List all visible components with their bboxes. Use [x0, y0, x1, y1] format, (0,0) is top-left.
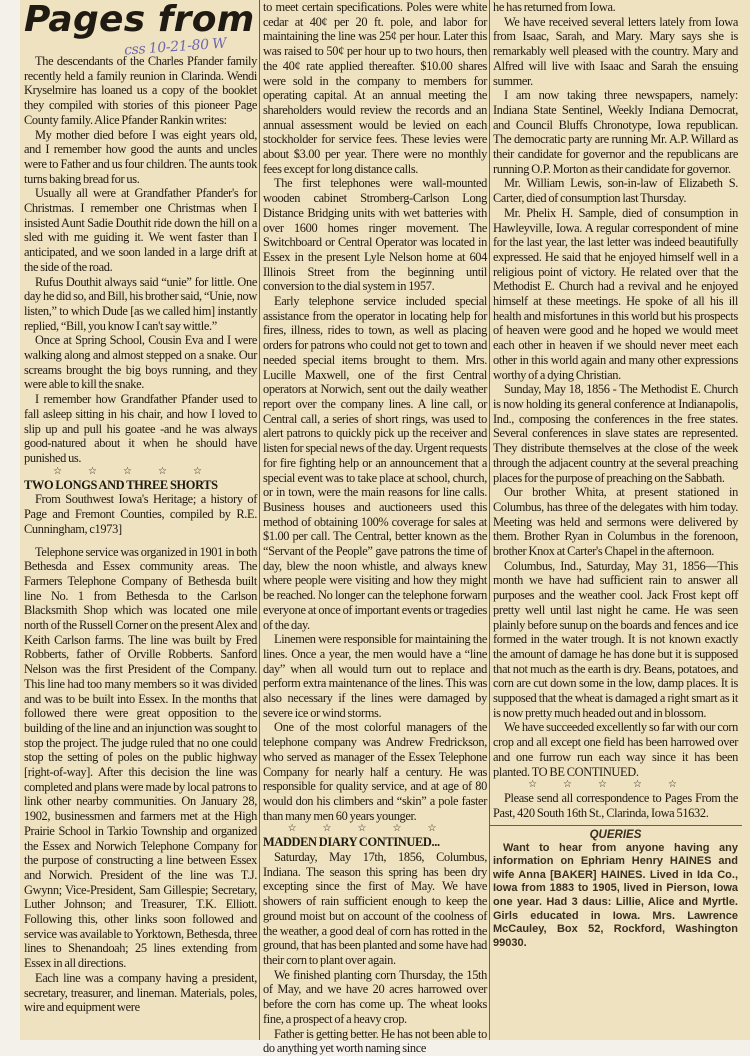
star-separator: ☆☆☆☆☆ [287, 823, 463, 835]
queries-box [493, 828, 738, 951]
article-paragraph: Once at Spring School, Cousin Eva and I were walking along and almost stepped on a snake. Our screams brought the big boys running, and they were able to kill the snake. [24, 333, 257, 392]
article-paragraph: Each line was a company having a president, secretary, treasurer, and lineman. Materials, poles, wire and equipment were [24, 970, 257, 1015]
article-paragraph: Columbus, Ind., Saturday, May 31, 1856—This month we have had sufficient rain to answer all purposes and the weather cool. Jack Frost kept off pretty well until last night he came. He was seen plainly before sunup on the boards and fences and ice formed in the water trough. It is not known exactly the amount of damage he has done but it is supposed that not much as the earth is dry. Beans, potatoes, and corn are cut down some in the low, damp places. It is supposed that the wheat is damaged a right smart as it is now pretty much headed out and in blossom. [493, 558, 738, 720]
article-paragraph: Rufus Douthit always said “unie” for little. One day he did so, and Bill, his brother said, “Unie, now listen,” to which Dude [as we called him] instantly replied, “Bill, you know I can't say wittle.” [24, 274, 257, 333]
article-paragraph: From Southwest Iowa's Heritage; a history of Page and Fremont Counties, compiled by R.E. Cunningham, c1973] [24, 492, 257, 536]
column-divider [489, 0, 490, 1040]
article-paragraph: Our brother Whita, at present stationed in Columbus, has three of the delegates with him today. Meeting was held and sermons were delivered by them. Brother Ryan in Columbus in the forenoon, brother Knox at Carter's Chapel in the afternoon. [493, 485, 738, 559]
section-heading: MADDEN DIARY CONTINUED... [263, 835, 440, 850]
handwritten-note: css 10-21-80 W [123, 35, 227, 59]
star-separator: ☆☆☆☆☆ [528, 779, 703, 791]
article-paragraph: to meet certain specifications. Poles were white cedar at 40¢ per 20 ft. pole, and labor for maintaining the line was 25¢ per hour. Later this was raised to 50¢ per hour up to two hours, then the 40¢ rate applied thereafter. $10.00 shares were sold in the company to members for operating capital. At an annual meeting the shareholders would review the records and an annual assessment would be levied on each stockholder for service fees. These levies were about $3.00 per year. There were no monthly fees except for long distance calls. [263, 0, 487, 176]
article-paragraph: The first telephones were wall-mounted wooden cabinet Stromberg-Carlson Long Distance Bridging units with wet batteries with over 1600 homes ringer movement. The Switchboard or Central Operator was located in Essex in the present Lyle Nelson home at 604 Illinois Street from the beginning until conversion to the dial system in 1957. [263, 176, 487, 294]
article-paragraph: Early telephone service included special assistance from the operator in locating help for fires, illness, rides to town, as well as placing orders for patrons who could not get to town and needed special items brought to them. Mrs. Lucille Maxwell, one of the first Central operators at Norwich, sent out the daily weather report over the company lines. A line call, or Central call, a series of short rings, was used to alert patrons to quickly pick up the receiver and listen for special news of the day. Urgent requests for fire fighting help or an announcement that a special event was to take place at school, church, or in town, were the main reasons for line calls. Business houses and auctioneers used this method of obtaining 100% coverage for sales at $1.00 per call. The Central, better known as the “Servant of the People” gave patrons the time of day, blew the noon whistle, and always knew where people were visiting and how they might be reached. No longer can the telephone forwarn everyone at once of important events or tragedies of the day. [263, 294, 487, 632]
article-paragraph: We have received several letters lately from Iowa from Isaac, Sarah, and Mary. Mary says she is remarkably well pleased with the country. Mary and Alfred will live with Isaac and Sarah the ensuing summer. [493, 14, 738, 88]
queries-text: Want to hear from anyone having any information on Ephriam Henry HAINES and wife Anna [BAKER] HAINES. Lived in Ida Co., Iowa from 1883 to 1905, lived in Pierson, Iowa one year. Had 3 daus: Lillie, Alice and Myrtle. Girls educated in Iowa. Mrs. Lawrence McCauley, Box 52, Rockford, Washington 99030. [493, 841, 738, 949]
article-paragraph: Sunday, May 18, 1856 - The Methodist E. Church is now holding its general conference at Indianapolis, Ind., composing the conferences in the free states. Several conferences in slave states are represented. They distribute themselves at the close of the week through the adjacent country at the several preaching places for the purpose of preaching on the Sabbath. [493, 382, 738, 485]
article-paragraph: Usually all were at Grandfather Pfander's for Christmas. I remember one Christmas when I insisted Aunt Sadie Douthit ride down the hill on a sled with me guiding it. We went faster than I anticipated, and we soon landed in a large drift at the side of the road. [24, 186, 257, 274]
article-paragraph: We have succeeded excellently so far with our corn crop and all except one field has been harrowed over and one furrow run each way since it has been planted. TO BE CONTINUED. [493, 720, 738, 779]
article-paragraph: he has returned from Iowa. [493, 0, 616, 14]
article-paragraph: Father is getting better. He has not been able to do anything yet worth naming since [263, 1026, 487, 1056]
spacer [24, 537, 257, 545]
column-2 [263, 0, 487, 1056]
queries-divider [489, 825, 742, 826]
article-paragraph: The descendants of the Charles Pfander family recently held a family reunion in Clarinda. Wendi Kryselmire has loaned us a copy of the booklet they compiled with stories of this pioneer Page County family. Alice Pfander Rankin writes: [24, 54, 257, 127]
article-paragraph: I remember how Grandfather Pfander used to fall asleep sitting in his chair, and how I loved to slip up and pull his goatee -and he was always good-natured about it when he should have punished us. [24, 392, 257, 465]
article-paragraph: Please send all correspondence to Pages From the Past, 420 South 16th St., Clarinda, Iowa 51632. [493, 791, 738, 820]
article-paragraph: We finished planting corn Thursday, the 15th of May, and we have 20 acres harrowed over before the corn has come up. The wheat looks fine, a prospect of a heavy crop. [263, 967, 487, 1026]
article-paragraph: Telephone service was organized in 1901 in both Bethesda and Essex community areas. The Farmers Telephone Company of Bethesda built line No. 1 from Bethesda to the Carlson Blacksmith Shop which was located one mile north of the Russell Corner on the present Alex and Keith Carlson farms. The line was built by Fred Robberts, father of Orville Robberts. Sanford Nelson was the first President of the Company. This line had too many members so it was divided and was to be built into Essex. In the months that followed there were great opposition to the building of the line and an injunction was sought to stop the project. The judge ruled that no one could stop the setting of poles on the public highway [right-of-way]. After this decision the line was completed and plans were made by local patrons to link other nearby communities. On January 28, 1902, businessmen and farmers met at the High Prairie School in Tarkio Township and organized the Essex and Norwich Telephone Company for the purpose of constructing a line between Essex and Norwich. President of the line was T.J. Gwynn; Vice-President, Sam Gillespie; Secretary, Luther Johnson; and Treasurer, T.K. Elliott. Following this, other links soon followed and service was available to Yorktown, Bethesda, three lines to Shenandoah; 25 lines extending from Essex in all directions. [24, 544, 257, 971]
column-divider [259, 0, 260, 1040]
section-heading: TWO LONGS AND THREE SHORTS [24, 477, 218, 492]
queries-heading: QUERIES [589, 828, 642, 841]
article-paragraph: My mother died before I was eight years old, and I remember how good the aunts and uncles were to Father and us four children. The aunts took turns baking bread for us. [24, 127, 257, 186]
article-paragraph: Saturday, May 17th, 1856, Columbus, Indiana. The season this spring has been dry excepting since the first of May. We have showers of rain sufficient enough to keep the ground moist but on account of the coolness of the weather, a good deal of corn has rotted in the ground, that has been planted and some have had their corn to plant over again. [263, 850, 487, 967]
column-3 [493, 0, 738, 950]
article-paragraph: I am now taking three newspapers, namely: Indiana State Sentinel, Weekly Indiana Democrat, and Council Bluffs Chronotype, Iowa republican. The democratic party are running Mr. A.P. Willard as their candidate for governor and the republicans are running O.P. Morton as their candidate for governor. [493, 88, 738, 176]
article-paragraph: Mr. William Lewis, son-in-law of Elizabeth S. Carter, died of consumption last Thursday. [493, 176, 738, 206]
article-paragraph: Linemen were responsible for maintaining the lines. Once a year, the men would have a “line day” when all would turn out to replace and perform extra maintenance of the lines. This was also necessary if the lines were damaged by severe ice or wind storms. [263, 632, 487, 720]
page-title: Pages from [24, 0, 255, 40]
column-1 [24, 0, 257, 1015]
star-separator: ☆☆☆☆☆ [53, 465, 228, 477]
article-paragraph: Mr. Phelix H. Sample, died of consumption in Hawleyville, Iowa. A regular correspondent of mine for the last year, the last letter was indeed beautifully expressed. He said that he enjoyed himself well in a religious point of victory. He related over that the Methodist E. Church had a revival and he enjoyed himself at these meetings. He spoke of all his ill health and misfortunes in this world but his prospects of heaven were good and he hoped we would meet each other in heaven if we should never meet each other in this world again and many other expressions worthy of a dying Christian. [493, 205, 738, 382]
article-paragraph: One of the most colorful managers of the telephone company was Andrew Fredrickson, who served as manager of the Essex Telephone Company for nearly half a century. He was responsible for quality service, and at age of 80 would don his climbers and “skin” a pole faster than many men 60 years younger. [263, 720, 487, 823]
